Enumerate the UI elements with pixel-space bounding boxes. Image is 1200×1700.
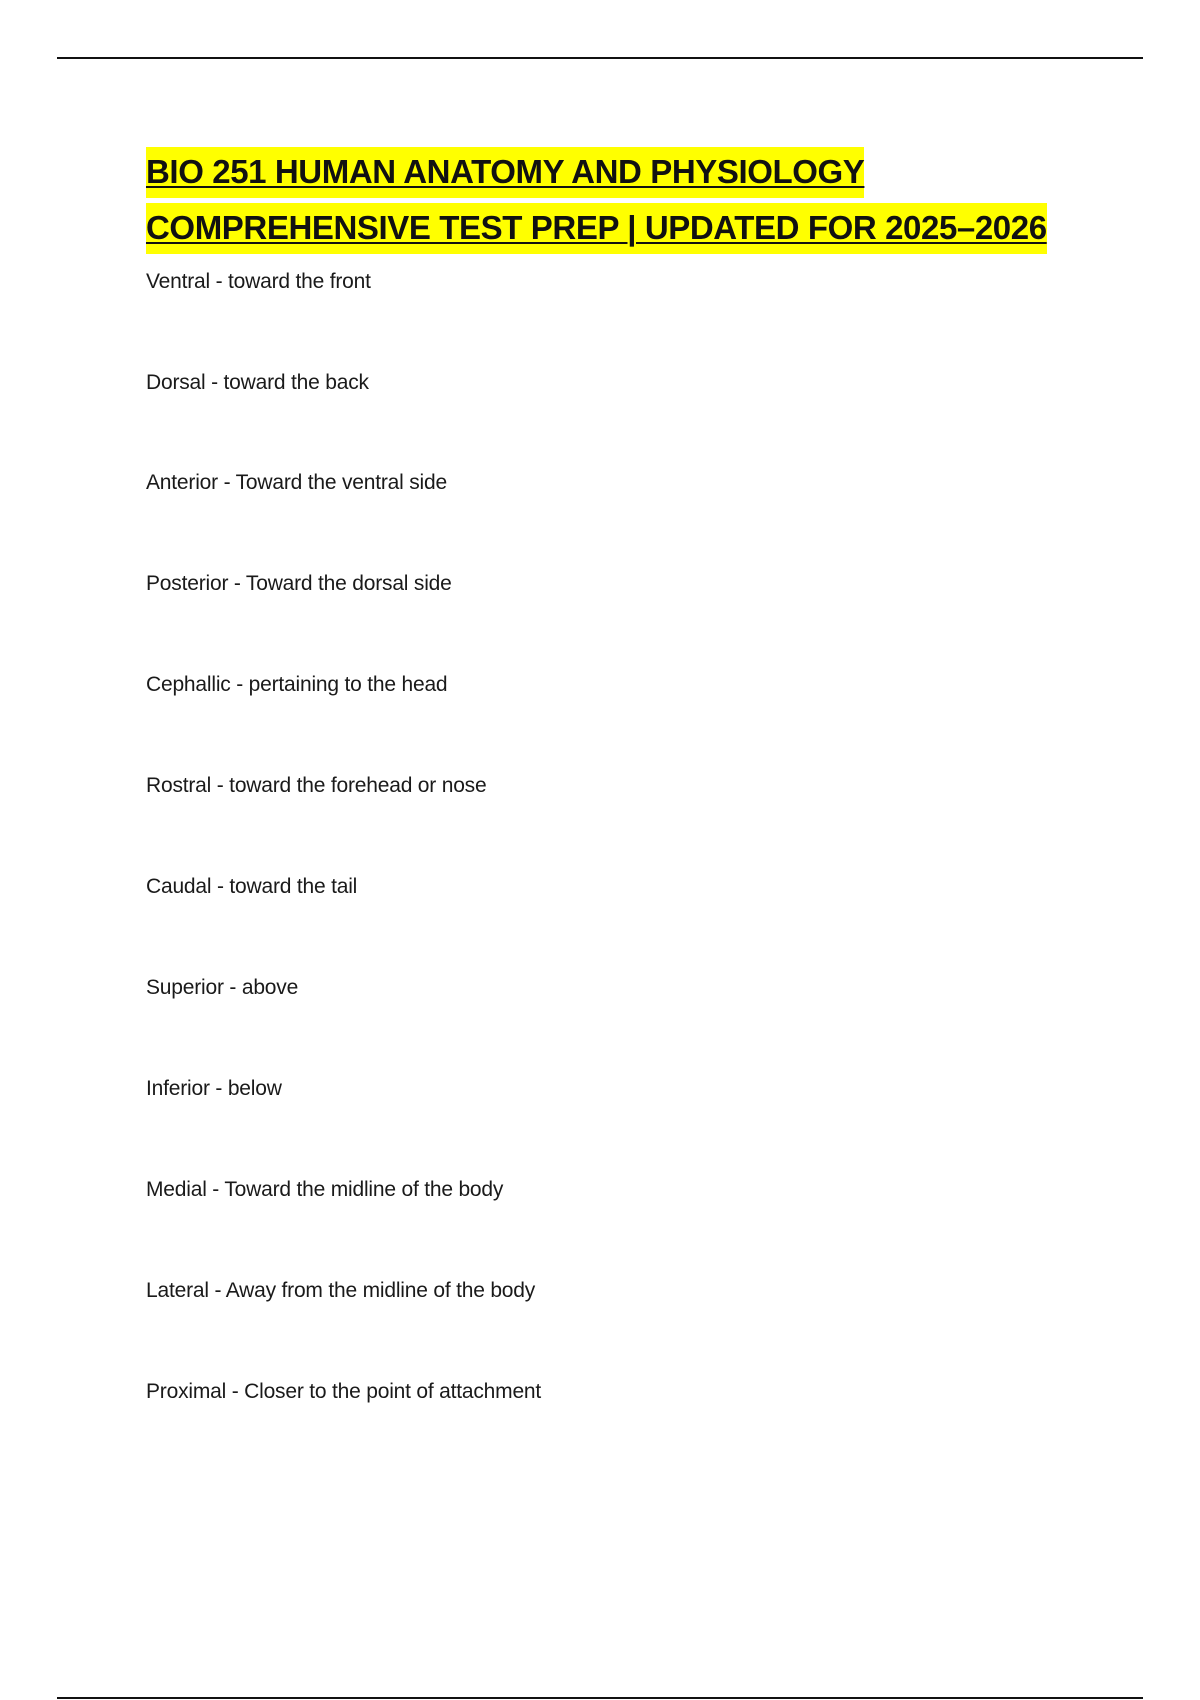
title-line-2: COMPREHENSIVE TEST PREP | UPDATED FOR 2025–2026 (146, 203, 1047, 254)
term-medial: Medial - Toward the midline of the body (146, 1178, 504, 1201)
term-inferior: Inferior - below (146, 1077, 282, 1100)
document-title (146, 144, 1146, 256)
term-dorsal: Dorsal - toward the back (146, 371, 369, 394)
term-cephallic: Cephallic - pertaining to the head (146, 673, 448, 696)
term-superior: Superior - above (146, 976, 299, 999)
term-caudal: Caudal - toward the tail (146, 875, 358, 898)
term-anterior: Anterior - Toward the ventral side (146, 471, 447, 494)
term-posterior: Posterior - Toward the dorsal side (146, 572, 452, 595)
bottom-divider (57, 1697, 1143, 1699)
term-proximal: Proximal - Closer to the point of attachment (146, 1380, 542, 1403)
term-ventral: Ventral - toward the front (146, 270, 371, 293)
term-lateral: Lateral - Away from the midline of the body (146, 1279, 536, 1302)
top-divider (57, 57, 1143, 59)
term-rostral: Rostral - toward the forehead or nose (146, 774, 487, 797)
title-line-1: BIO 251 HUMAN ANATOMY AND PHYSIOLOGY (146, 147, 864, 198)
